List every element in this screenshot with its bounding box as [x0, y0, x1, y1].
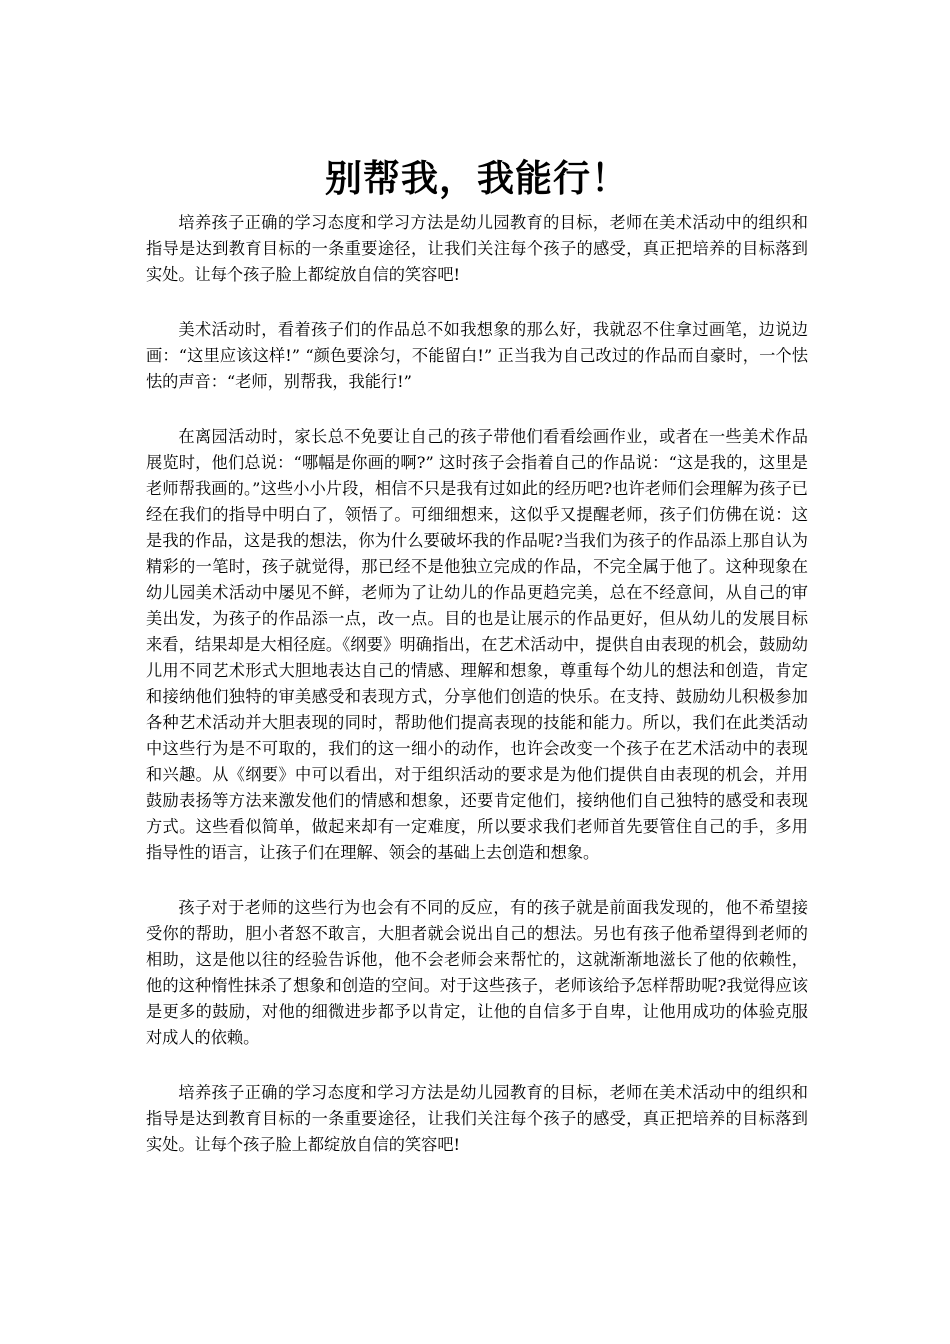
- document-page: [146, 148, 808, 1158]
- document-title: 别帮我，我能行！: [325, 156, 629, 200]
- paragraph-parents: 在离园活动时，家长总不免要让自己的孩子带他们看看绘画作业，或者在一些美术作品展览时，他们总说：“哪幅是你画的啊?” 这时孩子会指着自己的作品说：“这是我的，这里是老师帮我画的。”这些小小片段，相信不只是我有过如此的经历吧?也许老师们会理解为孩子已经在我们的指导中明白了，领悟了。可细细想来，这似乎又提醒老师，孩子们仿佛在说：这是我的作品，这是我的想法，你为什么要破坏我的作品呢?当我们为孩子的作品添上那自认为精彩的一笔时，孩子就觉得，那已经不是他独立完成的作品，不完全属于他了。这种现象在幼儿园美术活动中屡见不鲜，老师为了让幼儿的作品更趋完美，总在不经意间，从自己的审美出发，为孩子的作品添一点，改一点。目的也是让展示的作品更好，但从幼儿的发展目标来看，结果却是大相径庭。《纲要》明确指出，在艺术活动中，提供自由表现的机会，鼓励幼儿用不同艺术形式大胆地表达自己的情感、理解和想象，尊重每个幼儿的想法和创造，肯定和接纳他们独特的审美感受和表现方式，分享他们创造的快乐。在支持、鼓励幼儿积极参加各种艺术活动并大胆表现的同时，帮助他们提高表现的技能和能力。所以，我们在此类活动中这些行为是不可取的，我们的这一细小的动作，也许会改变一个孩子在艺术活动中的表现和兴趣。从《纲要》中可以看出，对于组织活动的要求是为他们提供自由表现的机会，并用鼓励表扬等方法来激发他们的情感和想象，还要肯定他们，接纳他们自己独特的感受和表现方式。这些看似简单，做起来却有一定难度，所以要求我们老师首先要管住自己的手，多用指导性的语言，让孩子们在理解、领会的基础上去创造和想象。: [146, 427, 808, 862]
- paragraph-art-activity: 美术活动时，看着孩子们的作品总不如我想象的那么好，我就忍不住拿过画笔，边说边画：“这里应该这样!” “颜色要涂匀，不能留白!” 正当我为自己改过的作品而自豪时，一个怯怯的声音：“老师，别帮我，我能行!”: [146, 320, 808, 391]
- paragraph-reactions: 孩子对于老师的这些行为也会有不同的反应，有的孩子就是前面我发现的，他不希望接受你的帮助，胆小者怒不敢言，大胆者就会说出自己的想法。另也有孩子他希望得到老师的相助，这是他以往的经验告诉他，他不会老师会来帮忙的，这就渐渐地滋长了他的依赖性，他的这种惰性抹杀了想象和创造的空间。对于这些孩子，老师该给予怎样帮助呢?我觉得应该是更多的鼓励，对他的细微进步都予以肯定，让他的自信多于自卑，让他用成功的体验克服对成人的依赖。: [146, 898, 808, 1047]
- paragraph-intro: 培养孩子正确的学习态度和学习方法是幼儿园教育的目标，老师在美术活动中的组织和指导是达到教育目标的一条重要途径，让我们关注每个孩子的感受，真正把培养的目标落到实处。让每个孩子脸上都绽放自信的笑容吧!: [146, 213, 808, 284]
- paragraph-conclusion: 培养孩子正确的学习态度和学习方法是幼儿园教育的目标，老师在美术活动中的组织和指导是达到教育目标的一条重要途径，让我们关注每个孩子的感受，真正把培养的目标落到实处。让每个孩子脸上都绽放自信的笑容吧!: [146, 1083, 808, 1154]
